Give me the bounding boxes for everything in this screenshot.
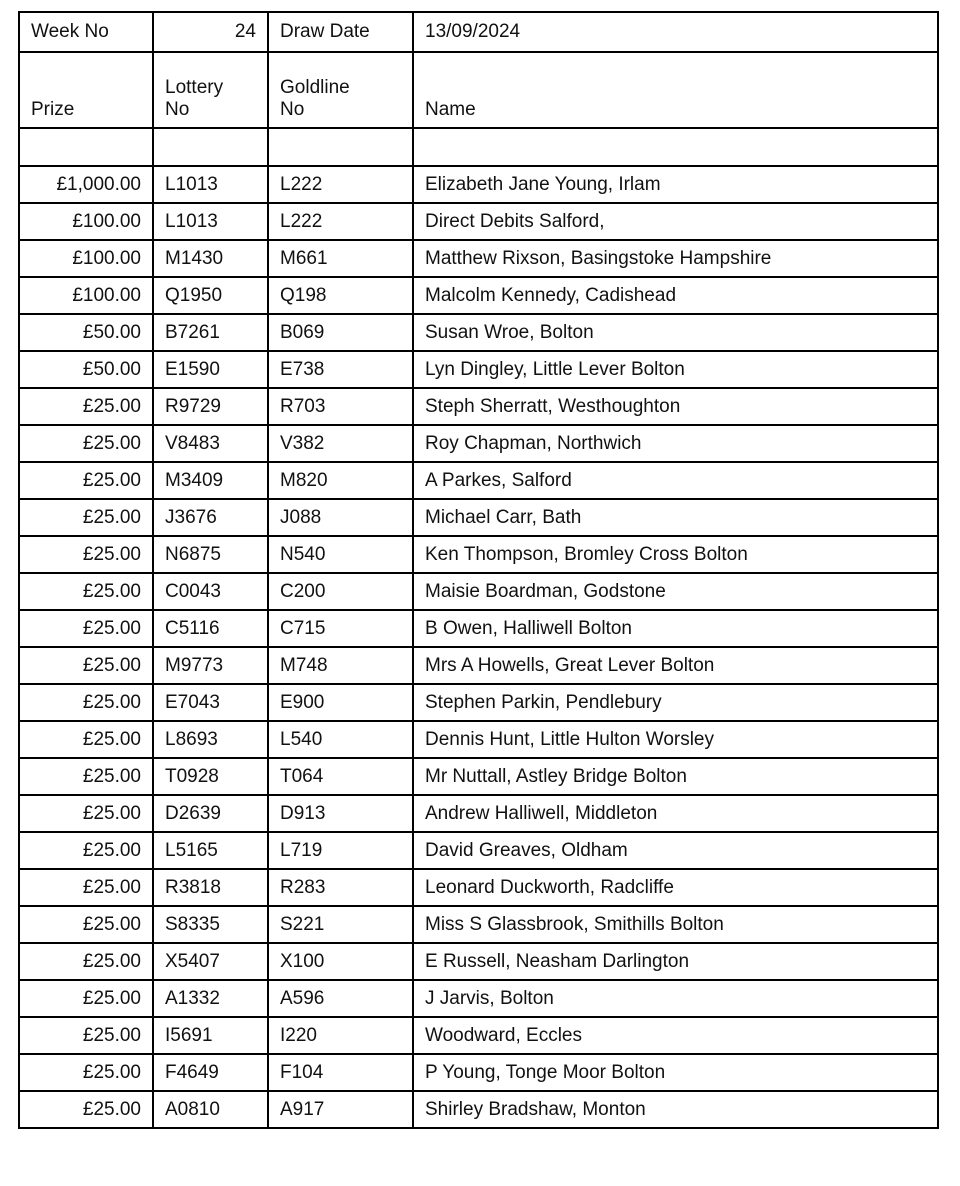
goldline-no-cell: A917 [268,1091,413,1128]
table-row [19,758,938,795]
table-row [19,1091,938,1128]
lottery-no-cell: F4649 [153,1054,268,1091]
goldline-no-cell: J088 [268,499,413,536]
prize-cell: £25.00 [19,1054,153,1091]
name-cell: Elizabeth Jane Young, Irlam [413,166,938,203]
table-row [19,425,938,462]
column-header-row [19,52,938,128]
lottery-no-cell: M3409 [153,462,268,499]
prize-cell: £25.00 [19,499,153,536]
prize-cell: £25.00 [19,795,153,832]
week-header-row [19,12,938,52]
lottery-no-cell: X5407 [153,943,268,980]
table-row [19,462,938,499]
lottery-no-cell: N6875 [153,536,268,573]
name-cell: A Parkes, Salford [413,462,938,499]
lottery-no-header-line2: No [165,99,190,121]
goldline-no-cell: T064 [268,758,413,795]
name-cell: Mrs A Howells, Great Lever Bolton [413,647,938,684]
lottery-no-cell: R9729 [153,388,268,425]
goldline-no-cell: S221 [268,906,413,943]
lottery-no-cell: A0810 [153,1091,268,1128]
goldline-no-cell: L222 [268,203,413,240]
lottery-no-cell: J3676 [153,499,268,536]
prize-cell: £25.00 [19,1091,153,1128]
lottery-no-cell: C5116 [153,610,268,647]
spacer-row [19,128,938,166]
goldline-no-cell: Q198 [268,277,413,314]
table-row [19,499,938,536]
lottery-no-cell: L5165 [153,832,268,869]
name-cell: Dennis Hunt, Little Hulton Worsley [413,721,938,758]
table-row [19,314,938,351]
lottery-no-cell: C0043 [153,573,268,610]
name-cell: Maisie Boardman, Godstone [413,573,938,610]
lottery-no-cell: L8693 [153,721,268,758]
name-cell: Malcolm Kennedy, Cadishead [413,277,938,314]
name-cell: Ken Thompson, Bromley Cross Bolton [413,536,938,573]
name-cell: Leonard Duckworth, Radcliffe [413,869,938,906]
name-cell: Woodward, Eccles [413,1017,938,1054]
prize-cell: £50.00 [19,314,153,351]
table-row [19,351,938,388]
goldline-no-cell: R283 [268,869,413,906]
name-cell: Shirley Bradshaw, Monton [413,1091,938,1128]
lottery-no-cell: A1332 [153,980,268,1017]
empty-cell [153,128,268,166]
goldline-no-cell: V382 [268,425,413,462]
empty-cell [19,128,153,166]
goldline-no-cell: D913 [268,795,413,832]
table-row [19,277,938,314]
draw-date-label: Draw Date [268,12,413,52]
prize-cell: £25.00 [19,869,153,906]
name-cell: Andrew Halliwell, Middleton [413,795,938,832]
lottery-no-cell: E1590 [153,351,268,388]
table-row [19,573,938,610]
lottery-no-cell: B7261 [153,314,268,351]
prize-cell: £25.00 [19,758,153,795]
goldline-no-cell: F104 [268,1054,413,1091]
empty-cell [413,128,938,166]
name-cell: Stephen Parkin, Pendlebury [413,684,938,721]
name-cell: Mr Nuttall, Astley Bridge Bolton [413,758,938,795]
table-row [19,721,938,758]
name-cell: B Owen, Halliwell Bolton [413,610,938,647]
goldline-no-cell: L719 [268,832,413,869]
name-cell: P Young, Tonge Moor Bolton [413,1054,938,1091]
prize-cell: £100.00 [19,203,153,240]
goldline-no-cell: A596 [268,980,413,1017]
prize-cell: £25.00 [19,721,153,758]
goldline-no-column-header [268,52,413,128]
prize-cell: £100.00 [19,240,153,277]
lottery-results-table [18,11,939,1129]
lottery-no-cell: L1013 [153,203,268,240]
table-row [19,240,938,277]
lottery-no-cell: L1013 [153,166,268,203]
table-row [19,203,938,240]
prize-cell: £25.00 [19,536,153,573]
prize-cell: £100.00 [19,277,153,314]
table-row [19,832,938,869]
goldline-no-cell: I220 [268,1017,413,1054]
name-cell: Matthew Rixson, Basingstoke Hampshire [413,240,938,277]
table-row [19,980,938,1017]
empty-cell [268,128,413,166]
goldline-no-cell: N540 [268,536,413,573]
goldline-no-cell: M820 [268,462,413,499]
goldline-no-cell: M748 [268,647,413,684]
table-row [19,536,938,573]
lottery-no-cell: S8335 [153,906,268,943]
prize-cell: £25.00 [19,388,153,425]
prize-cell: £25.00 [19,573,153,610]
goldline-no-cell: C200 [268,573,413,610]
table-row [19,610,938,647]
goldline-no-cell: R703 [268,388,413,425]
name-cell: Miss S Glassbrook, Smithills Bolton [413,906,938,943]
name-cell: Direct Debits Salford, [413,203,938,240]
lottery-no-cell: E7043 [153,684,268,721]
prize-cell: £50.00 [19,351,153,388]
prize-cell: £25.00 [19,610,153,647]
prize-cell: £25.00 [19,647,153,684]
lottery-no-header-line1: Lottery [165,77,224,99]
name-cell: Roy Chapman, Northwich [413,425,938,462]
lottery-no-cell: T0928 [153,758,268,795]
table-row [19,647,938,684]
lottery-no-column-header [153,52,268,128]
goldline-no-header-line1: Goldline [280,77,350,99]
results-table-body [19,12,938,1128]
table-row [19,943,938,980]
name-column-header: Name [413,52,938,128]
table-row [19,1017,938,1054]
prize-cell: £1,000.00 [19,166,153,203]
goldline-no-cell: L540 [268,721,413,758]
lottery-no-cell: R3818 [153,869,268,906]
goldline-no-cell: M661 [268,240,413,277]
lottery-no-cell: V8483 [153,425,268,462]
goldline-no-cell: L222 [268,166,413,203]
prize-cell: £25.00 [19,684,153,721]
goldline-no-cell: E738 [268,351,413,388]
lottery-no-cell: D2639 [153,795,268,832]
week-no-value: 24 [153,12,268,52]
name-cell: Susan Wroe, Bolton [413,314,938,351]
lottery-no-cell: M9773 [153,647,268,684]
prize-cell: £25.00 [19,425,153,462]
goldline-no-cell: C715 [268,610,413,647]
lottery-no-cell: I5691 [153,1017,268,1054]
goldline-no-cell: X100 [268,943,413,980]
name-cell: E Russell, Neasham Darlington [413,943,938,980]
draw-date-value: 13/09/2024 [413,12,938,52]
lottery-no-cell: M1430 [153,240,268,277]
goldline-no-header-line2: No [280,99,305,121]
name-cell: Steph Sherratt, Westhoughton [413,388,938,425]
name-cell: Michael Carr, Bath [413,499,938,536]
name-cell: Lyn Dingley, Little Lever Bolton [413,351,938,388]
table-row [19,795,938,832]
prize-cell: £25.00 [19,1017,153,1054]
prize-cell: £25.00 [19,943,153,980]
goldline-no-cell: B069 [268,314,413,351]
table-row [19,684,938,721]
prize-cell: £25.00 [19,906,153,943]
table-row [19,1054,938,1091]
goldline-no-cell: E900 [268,684,413,721]
table-row [19,906,938,943]
table-row [19,388,938,425]
prize-cell: £25.00 [19,832,153,869]
table-row [19,166,938,203]
prize-column-header: Prize [19,52,153,128]
week-no-label: Week No [19,12,153,52]
prize-cell: £25.00 [19,462,153,499]
table-row [19,869,938,906]
name-cell: David Greaves, Oldham [413,832,938,869]
lottery-no-cell: Q1950 [153,277,268,314]
name-cell: J Jarvis, Bolton [413,980,938,1017]
prize-cell: £25.00 [19,980,153,1017]
